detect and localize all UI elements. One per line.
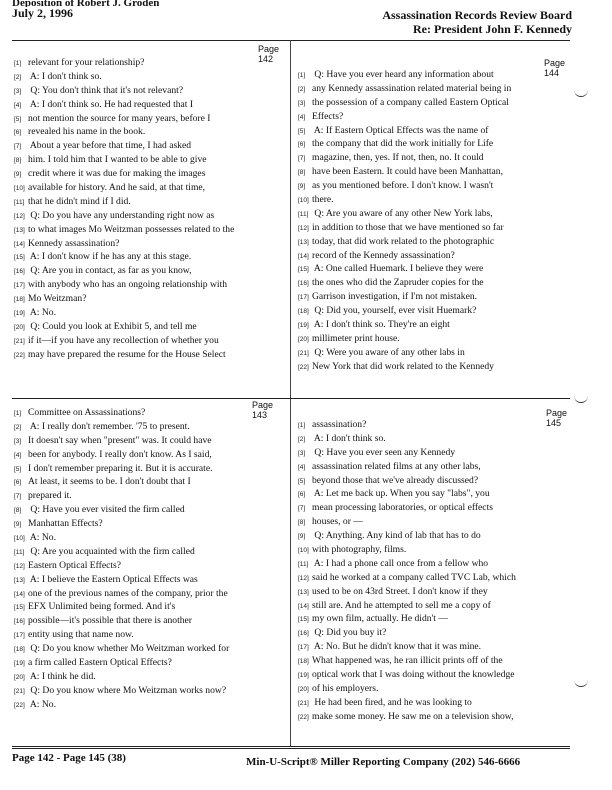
transcript-line: [11] Q: Are you aware of any other New York labs, (298, 207, 493, 219)
header-rule (12, 40, 570, 41)
transcript-line: [2] any Kennedy assassination related material being in (298, 82, 512, 94)
transcript-line: [18] Mo Weitzman? (14, 293, 87, 305)
transcript-line: [22] make some money. He saw me on a television show, (298, 710, 514, 722)
transcript-line: [11] A: I had a phone call once from a fellow who (298, 557, 489, 569)
transcript-line: [9] Manhattan Effects? (14, 518, 103, 530)
deposition-title-partial: Deposition of Robert J. Groden (12, 0, 160, 7)
transcript-line: [21] if it—if you have any recollection of whether you (14, 334, 219, 346)
transcript-line: [1] assassination? (298, 419, 367, 430)
transcript-line: [16] Q: Did you buy it? (298, 627, 387, 639)
transcript-line: [4] Effects? (298, 110, 344, 122)
transcript-line: [12] said he worked at a company called TVC Lab, which (298, 571, 516, 583)
transcript-line: [12] Eastern Optical Effects? (14, 559, 122, 571)
transcript-line: [18] Q: Do you know whether Mo Weitzman worked for (14, 643, 230, 655)
re-line: Re: President John F. Kennedy (412, 22, 572, 36)
transcript-line: [6] revealed his name in the book. (14, 126, 146, 138)
transcript-line: [20] of his employers. (298, 682, 379, 694)
transcript-line: [5] I don't remember preparing it. But it is accurate. (14, 462, 213, 474)
transcript-line: [7] magazine, then, yes. If not, then, no. It could (298, 152, 484, 164)
transcript-line: [5] not mention the source for many years, before I (14, 112, 211, 124)
transcript-line: [3] Q: You don't think that it's not relevant? (14, 84, 184, 96)
transcript-line: [16] the ones who did the Zapruder copies for the (298, 277, 484, 289)
footer-reporter: Min-U-Script® Miller Reporting Company (202) 546-6666 (246, 756, 521, 768)
transcript-line: [7] About a year before that time, I had asked (14, 140, 192, 152)
transcript-lines (298, 418, 570, 724)
transcript-line: [13] to what images Mo Weitzman possesses related to the (14, 223, 235, 235)
transcript-line: [13] A: I believe the Eastern Optical Effects was (14, 573, 198, 585)
transcript-line: [11] that he didn't mind if I did. (14, 195, 131, 207)
transcript-line: [10] A: No. (14, 532, 56, 544)
transcript-line: [17] entity using that name now. (14, 629, 134, 641)
transcript-line: [13] today, that did work related to the photographic (298, 235, 495, 247)
transcript-line: [14] record of the Kennedy assassination? (298, 249, 455, 261)
transcript-line: [1] Committee on Assassinations? (14, 407, 146, 418)
transcript-line: [16] possible—it's possible that there is another (14, 615, 192, 627)
transcript-line: [6] the company that did the work initially for Life (298, 138, 494, 150)
transcript-line: [22] A: No. (14, 698, 56, 710)
margin-tick-mark (574, 676, 588, 687)
transcript-line: [1] relevant for your relationship? (14, 57, 145, 68)
transcript-line: [12] in addition to those that we have mentioned so far (298, 221, 504, 233)
transcript-line: [22] New York that did work related to the Kennedy (298, 360, 494, 372)
transcript-line: [9] credit where it was due for making the images (14, 168, 206, 180)
transcript-line: [20] A: I think he did. (14, 670, 96, 682)
transcript-line: [5] beyond those that we've already discussed? (298, 474, 479, 486)
transcript-line: [20] millimeter print house. (298, 332, 400, 344)
transcript-line: [13] used to be on 43rd Street. I don't know if they (298, 585, 488, 597)
transcript-line: [3] the possession of a company called Eastern Optical (298, 96, 509, 108)
transcript-line: [4] A: I don't think so. He had requested that I (14, 98, 194, 110)
transcript-line: [8] Q: Have you ever visited the firm called (14, 504, 185, 516)
transcript-line: [19] optical work that I was doing without the knowledge (298, 669, 515, 681)
transcript-lines (298, 68, 570, 374)
transcript-line: [2] A: I don't think so. (14, 70, 102, 82)
transcript-line: [9] as you mentioned before. I don't know. I wasn't (298, 180, 494, 192)
transcript-line: [10] available for history. And he said, at that time, (14, 182, 206, 194)
transcript-line: [14] Kennedy assassination? (14, 237, 120, 249)
transcript-line: [21] He had been fired, and he was looking to (298, 696, 472, 708)
transcript-line: [20] Q: Could you look at Exhibit 5, and tell me (14, 320, 197, 332)
transcript-line: [3] Q: Have you ever seen any Kennedy (298, 446, 456, 458)
header-right (382, 8, 572, 36)
transcript-line: [19] a firm called Eastern Optical Effects? (14, 657, 172, 669)
page-label: Page 142 (258, 44, 280, 64)
transcript-lines (14, 56, 286, 362)
transcript-line: [6] A: Let me back up. When you say "labs", you (298, 488, 490, 500)
deposition-date: July 2, 1996 (12, 6, 74, 20)
board-name: Assassination Records Review Board (382, 8, 572, 22)
transcript-lines (14, 406, 286, 712)
transcript-line: [14] one of the previous names of the company, prior the (14, 587, 228, 599)
page-label: Page 144 (544, 58, 566, 78)
transcript-line: [8] him. I told him that I wanted to be able to give (14, 154, 207, 166)
transcript-line: [11] Q: Are you acquainted with the firm called (14, 545, 195, 557)
transcript-line: [17] with anybody who has an ongoing relationship with (14, 279, 228, 291)
page-label: Page 143 (252, 400, 274, 420)
margin-tick-mark (574, 86, 588, 97)
transcript-line: [3] It doesn't say when "present" was. It could have (14, 434, 212, 446)
transcript-line: [2] A: I don't think so. (298, 432, 386, 444)
footer-rule (12, 746, 570, 749)
transcript-line: [1] Q: Have you ever heard any information about (298, 69, 494, 80)
transcript-line: [7] mean processing laboratories, or optical effects (298, 502, 493, 514)
middle-rule (12, 398, 570, 399)
transcript-line: [9] Q: Anything. Any kind of lab that has to do (298, 530, 481, 542)
transcript-line: [18] What happened was, he ran illicit prints off of the (298, 655, 503, 667)
transcript-line: [15] A: I don't know if he has any at this stage. (14, 251, 192, 263)
transcript-line: [2] A: I really don't remember. '75 to present. (14, 420, 190, 432)
transcript-line: [15] A: One called Huemark. I believe they were (298, 263, 484, 275)
page-label: Page 145 (546, 408, 568, 428)
transcript-line: [18] Q: Did you, yourself, ever visit Huemark? (298, 305, 477, 317)
transcript-line: [21] Q: Were you aware of any other labs in (298, 346, 465, 358)
transcript-line: [10] with photography, films. (298, 544, 407, 556)
header-left (12, 0, 159, 20)
margin-tick-mark (574, 392, 588, 403)
transcript-line: [21] Q: Do you know where Mo Weitzman works now? (14, 684, 227, 696)
transcript-line: [15] EFX Unlimited being formed. And it's (14, 601, 176, 613)
transcript-line: [4] assassination related films at any other labs, (298, 460, 481, 472)
transcript-line: [10] there. (298, 194, 334, 206)
transcript-line: [12] Q: Do you have any understanding right now as (14, 209, 215, 221)
transcript-line: [17] A: No. But he didn't know that it was mine. (298, 641, 482, 653)
transcript-line: [6] At least, it seems to be. I don't doubt that I (14, 476, 191, 488)
transcript-line: [17] Garrison investigation, if I'm not mistaken. (298, 291, 478, 303)
transcript-line: [15] my own film, actually. He didn't — (298, 613, 448, 625)
transcript-line: [16] Q: Are you in contact, as far as you know, (14, 265, 192, 277)
transcript-line: [5] A: If Eastern Optical Effects was the name of (298, 124, 489, 136)
footer-page-range: Page 142 - Page 145 (38) (12, 752, 126, 764)
center-divider (290, 40, 291, 746)
transcript-line: [8] have been Eastern. It could have been Manhattan, (298, 166, 503, 178)
transcript-line: [7] prepared it. (14, 490, 72, 502)
transcript-line: [22] may have prepared the resume for the House Select (14, 348, 226, 360)
transcript-line: [8] houses, or — (298, 516, 363, 528)
transcript-line: [14] still are. And he attempted to sell me a copy of (298, 599, 491, 611)
transcript-line: [19] A: No. (14, 307, 56, 319)
transcript-line: [19] A: I don't think so. They're an eight (298, 319, 450, 331)
transcript-line: [4] been for anybody. I really don't know. As I said, (14, 448, 212, 460)
